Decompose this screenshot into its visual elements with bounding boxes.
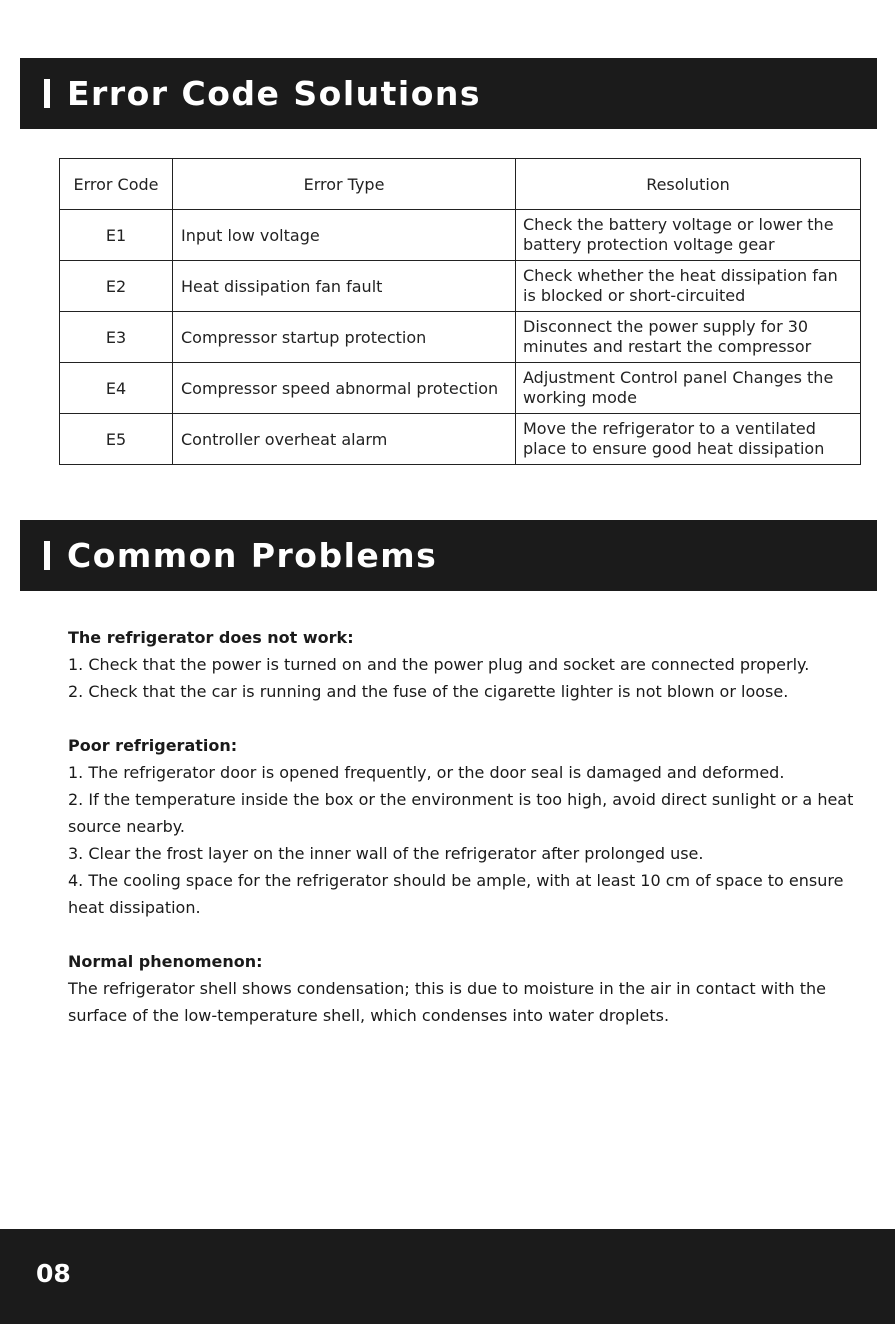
table-row [60,363,861,414]
section-title: Common Problems [67,536,438,575]
problem-line: 2. If the temperature inside the box or the environment is too high, avoid direct sunlight or a heat source nearby. [68,790,854,836]
table-row [60,261,861,312]
column-header-resolution: Resolution [516,159,861,210]
problem-line: 4. The cooling space for the refrigerator should be ample, with at least 10 cm of space to ensure heat dissipation. [68,871,844,917]
problem-heading: The refrigerator does not work: [68,628,354,647]
error-code-cell: E2 [60,261,173,312]
error-type-cell: Controller overheat alarm [173,414,516,465]
banner-bar-accent [44,541,50,570]
problem-line: 1. The refrigerator door is opened frequently, or the door seal is damaged and deformed. [68,763,785,782]
resolution-cell: Move the refrigerator to a ventilated place to ensure good heat dissipation [516,414,861,465]
problem-heading: Poor refrigeration: [68,736,238,755]
error-type-cell: Heat dissipation fan fault [173,261,516,312]
error-code-cell: E5 [60,414,173,465]
resolution-cell: Disconnect the power supply for 30 minutes and restart the compressor [516,312,861,363]
page-footer [0,1229,895,1324]
error-code-cell: E3 [60,312,173,363]
common-problems-banner [20,520,877,591]
table-row [60,312,861,363]
column-header-error-type: Error Type [173,159,516,210]
error-code-cell: E1 [60,210,173,261]
problem-heading: Normal phenomenon: [68,952,263,971]
common-problems-list [68,624,858,1056]
problem-line: The refrigerator shell shows condensation; this is due to moisture in the air in contact with the surface of the low-temperature shell, which condenses into water droplets. [68,979,826,1025]
table-row [60,210,861,261]
error-code-solutions-banner [20,58,877,129]
resolution-cell: Check the battery voltage or lower the battery protection voltage gear [516,210,861,261]
problem-line: 2. Check that the car is running and the fuse of the cigarette lighter is not blown or loose. [68,682,789,701]
section-title: Error Code Solutions [67,74,482,113]
table-header-row [60,159,861,210]
error-type-cell: Compressor startup protection [173,312,516,363]
error-type-cell: Compressor speed abnormal protection [173,363,516,414]
column-header-error-code: Error Code [60,159,173,210]
resolution-cell: Check whether the heat dissipation fan is blocked or short-circuited [516,261,861,312]
error-code-table [59,158,861,465]
problem-block-normal-phenomenon [68,948,858,1029]
problem-line: 1. Check that the power is turned on and the power plug and socket are connected properly. [68,655,810,674]
page-number: 08 [36,1259,71,1288]
problem-block-poor-refrigeration [68,732,858,921]
table-row [60,414,861,465]
resolution-cell: Adjustment Control panel Changes the working mode [516,363,861,414]
problem-line: 3. Clear the frost layer on the inner wall of the refrigerator after prolonged use. [68,844,704,863]
error-type-cell: Input low voltage [173,210,516,261]
error-code-cell: E4 [60,363,173,414]
problem-block-not-working [68,624,858,705]
banner-bar-accent [44,79,50,108]
